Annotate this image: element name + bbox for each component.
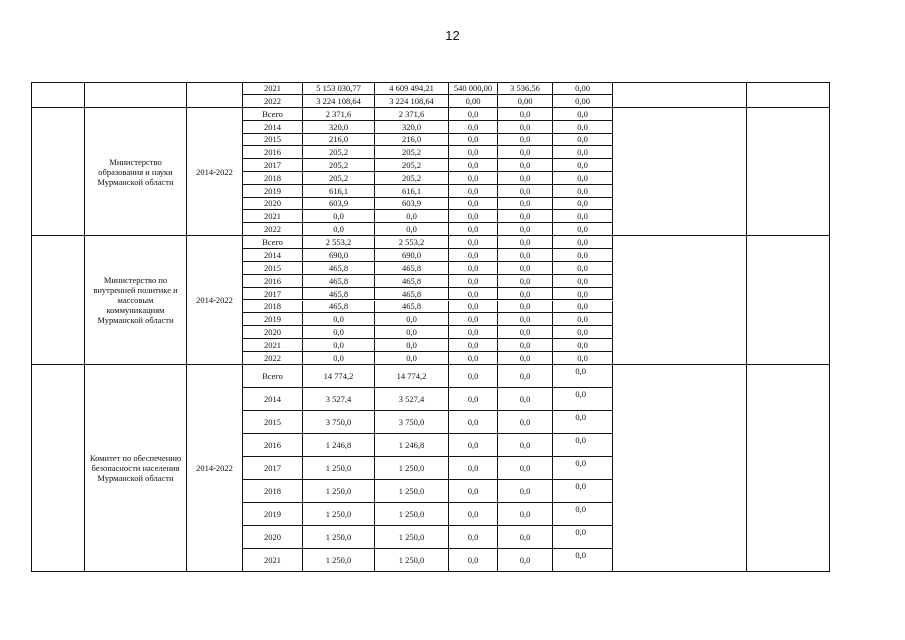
value-cell: 0,0: [498, 159, 553, 172]
value-cell: 0,0: [498, 365, 553, 388]
value-cell: 2 553,2: [375, 236, 449, 249]
value-cell: 0,0: [303, 326, 375, 339]
value-cell: 0,0: [498, 313, 553, 326]
value-cell: 0,0: [449, 134, 498, 147]
value-cell: 603,9: [303, 198, 375, 211]
organization-name: Комитет по обеспечению безопасности населения Мурманской области: [85, 365, 187, 572]
value-cell: 0,0: [553, 159, 613, 172]
value-cell: 0,0: [449, 121, 498, 134]
value-cell: 0,0: [449, 210, 498, 223]
value-cell: 0,0: [553, 249, 613, 262]
value-cell: 216,0: [375, 134, 449, 147]
value-cell: 0,0: [449, 434, 498, 457]
value-cell: 0,0: [303, 352, 375, 365]
year-cell: 2021: [243, 210, 303, 223]
value-cell: 0,0: [449, 223, 498, 236]
value-cell: 0,0: [553, 313, 613, 326]
value-cell: 0,0: [375, 210, 449, 223]
value-cell: 14 774,2: [303, 365, 375, 388]
value-cell: 2 371,6: [375, 108, 449, 121]
value-cell: 0,0: [498, 301, 553, 314]
value-cell: 1 250,0: [375, 503, 449, 526]
year-cell: 2016: [243, 434, 303, 457]
value-cell: 0,00: [498, 95, 553, 108]
value-cell: 465,8: [303, 288, 375, 301]
value-cell: 540 000,00: [449, 82, 498, 95]
value-cell: 0,0: [553, 210, 613, 223]
year-cell: 2021: [243, 549, 303, 572]
organization-name: Министерство образования и науки Мурманской области: [85, 108, 187, 236]
value-cell: 1 250,0: [375, 457, 449, 480]
year-cell: 2022: [243, 352, 303, 365]
value-cell: 1 250,0: [303, 457, 375, 480]
value-cell: 3 536,56: [498, 82, 553, 95]
value-cell: 0,0: [449, 236, 498, 249]
value-cell: 0,0: [553, 146, 613, 159]
value-cell: 0,0: [553, 134, 613, 147]
value-cell: 1 250,0: [375, 549, 449, 572]
value-cell: 0,0: [303, 210, 375, 223]
year-cell: 2017: [243, 457, 303, 480]
value-cell: 0,00: [553, 82, 613, 95]
value-cell: 0,0: [375, 339, 449, 352]
value-cell: 0,0: [553, 434, 613, 457]
value-cell: 0,0: [449, 526, 498, 549]
value-cell: 465,8: [375, 275, 449, 288]
empty-cell: [31, 365, 85, 572]
value-cell: 216,0: [303, 134, 375, 147]
period-cell: 2014-2022: [187, 236, 243, 365]
value-cell: 465,8: [375, 262, 449, 275]
value-cell: 0,0: [498, 352, 553, 365]
period-cell: 2014-2022: [187, 365, 243, 572]
value-cell: 0,0: [449, 159, 498, 172]
empty-cell: [613, 236, 747, 365]
empty-cell: [613, 108, 747, 236]
value-cell: 0,0: [553, 480, 613, 503]
value-cell: 465,8: [303, 301, 375, 314]
value-cell: 1 250,0: [375, 480, 449, 503]
value-cell: 0,0: [498, 121, 553, 134]
value-cell: 0,0: [553, 108, 613, 121]
value-cell: 3 750,0: [375, 411, 449, 434]
empty-cell: [31, 108, 85, 236]
value-cell: 2 553,2: [303, 236, 375, 249]
value-cell: 205,2: [303, 146, 375, 159]
value-cell: 0,0: [449, 388, 498, 411]
value-cell: 603,9: [375, 198, 449, 211]
value-cell: 2 371,6: [303, 108, 375, 121]
value-cell: 0,0: [498, 275, 553, 288]
empty-cell: [613, 82, 747, 108]
org-cell: [85, 82, 187, 108]
value-cell: 0,0: [553, 411, 613, 434]
year-cell: 2017: [243, 288, 303, 301]
year-cell: 2019: [243, 503, 303, 526]
value-cell: 0,0: [553, 526, 613, 549]
value-cell: 0,0: [498, 134, 553, 147]
value-cell: 465,8: [375, 288, 449, 301]
period-cell: [187, 82, 243, 108]
value-cell: 0,0: [553, 301, 613, 314]
value-cell: 0,0: [553, 198, 613, 211]
value-cell: 0,0: [498, 457, 553, 480]
value-cell: 4 609 494,21: [375, 82, 449, 95]
value-cell: 0,0: [449, 313, 498, 326]
value-cell: 0,0: [449, 339, 498, 352]
value-cell: 0,0: [375, 352, 449, 365]
value-cell: 3 224 108,64: [303, 95, 375, 108]
value-cell: 14 774,2: [375, 365, 449, 388]
year-cell: Всего: [243, 236, 303, 249]
value-cell: 0,0: [553, 223, 613, 236]
value-cell: 465,8: [375, 301, 449, 314]
value-cell: 0,0: [498, 388, 553, 411]
value-cell: 616,1: [375, 185, 449, 198]
value-cell: 3 750,0: [303, 411, 375, 434]
year-cell: 2014: [243, 121, 303, 134]
year-cell: 2018: [243, 172, 303, 185]
year-cell: 2019: [243, 313, 303, 326]
value-cell: 0,0: [498, 236, 553, 249]
value-cell: 0,0: [553, 262, 613, 275]
value-cell: 0,0: [498, 503, 553, 526]
value-cell: 0,0: [498, 198, 553, 211]
value-cell: 1 250,0: [303, 503, 375, 526]
value-cell: 0,0: [553, 352, 613, 365]
value-cell: 465,8: [303, 262, 375, 275]
value-cell: 0,0: [498, 146, 553, 159]
year-cell: 2018: [243, 480, 303, 503]
value-cell: 1 246,8: [303, 434, 375, 457]
value-cell: 205,2: [303, 159, 375, 172]
value-cell: 0,0: [449, 301, 498, 314]
value-cell: 0,0: [449, 262, 498, 275]
value-cell: 0,0: [498, 339, 553, 352]
value-cell: 1 250,0: [303, 480, 375, 503]
value-cell: 1 250,0: [303, 549, 375, 572]
year-cell: 2016: [243, 275, 303, 288]
value-cell: 0,0: [553, 275, 613, 288]
empty-cell: [747, 108, 830, 236]
value-cell: 0,0: [498, 185, 553, 198]
value-cell: 0,0: [449, 108, 498, 121]
value-cell: 616,1: [303, 185, 375, 198]
value-cell: 205,2: [303, 172, 375, 185]
year-cell: 2015: [243, 411, 303, 434]
value-cell: 0,0: [449, 326, 498, 339]
value-cell: 465,8: [303, 275, 375, 288]
value-cell: 205,2: [375, 159, 449, 172]
value-cell: 0,0: [498, 434, 553, 457]
value-cell: 205,2: [375, 146, 449, 159]
value-cell: 320,0: [375, 121, 449, 134]
value-cell: 0,0: [449, 352, 498, 365]
year-cell: 2021: [243, 339, 303, 352]
value-cell: 0,0: [498, 223, 553, 236]
year-cell: 2016: [243, 146, 303, 159]
value-cell: 320,0: [303, 121, 375, 134]
value-cell: 205,2: [375, 172, 449, 185]
value-cell: 0,0: [498, 262, 553, 275]
value-cell: 1 250,0: [375, 526, 449, 549]
value-cell: 0,0: [553, 185, 613, 198]
value-cell: 0,0: [449, 365, 498, 388]
value-cell: 0,0: [449, 146, 498, 159]
value-cell: 0,0: [498, 480, 553, 503]
empty-cell: [31, 236, 85, 365]
value-cell: 690,0: [303, 249, 375, 262]
value-cell: 0,0: [553, 457, 613, 480]
period-cell: 2014-2022: [187, 108, 243, 236]
value-cell: 0,0: [498, 108, 553, 121]
organization-name: Министерство по внутренней политике и массовым коммуникациям Мурманской области: [85, 236, 187, 365]
value-cell: 3 224 108,64: [375, 95, 449, 108]
value-cell: 0,0: [498, 411, 553, 434]
year-cell: 2020: [243, 198, 303, 211]
year-cell: 2019: [243, 185, 303, 198]
value-cell: 0,0: [449, 275, 498, 288]
value-cell: 0,0: [375, 326, 449, 339]
value-cell: 0,0: [303, 339, 375, 352]
value-cell: 5 153 030,77: [303, 82, 375, 95]
value-cell: 0,00: [553, 95, 613, 108]
value-cell: 0,0: [449, 185, 498, 198]
value-cell: 1 246,8: [375, 434, 449, 457]
value-cell: 0,0: [449, 411, 498, 434]
year-cell: Всего: [243, 365, 303, 388]
value-cell: 0,0: [449, 288, 498, 301]
value-cell: 3 527,4: [303, 388, 375, 411]
value-cell: 0,0: [553, 288, 613, 301]
value-cell: 0,0: [498, 288, 553, 301]
value-cell: 0,0: [498, 326, 553, 339]
value-cell: 690,0: [375, 249, 449, 262]
value-cell: 0,0: [449, 549, 498, 572]
value-cell: 0,00: [449, 95, 498, 108]
value-cell: 3 527,4: [375, 388, 449, 411]
value-cell: 0,0: [498, 549, 553, 572]
value-cell: 0,0: [553, 326, 613, 339]
year-cell: 2014: [243, 388, 303, 411]
year-cell: 2020: [243, 326, 303, 339]
year-cell: 2021: [243, 82, 303, 95]
empty-cell: [31, 82, 85, 108]
year-cell: 2017: [243, 159, 303, 172]
value-cell: 0,0: [449, 503, 498, 526]
year-cell: 2022: [243, 223, 303, 236]
value-cell: 0,0: [498, 210, 553, 223]
empty-cell: [747, 82, 830, 108]
year-cell: 2022: [243, 95, 303, 108]
value-cell: 0,0: [449, 480, 498, 503]
value-cell: 0,0: [553, 121, 613, 134]
value-cell: 0,0: [498, 526, 553, 549]
page-number: 12: [445, 28, 460, 43]
value-cell: 0,0: [553, 236, 613, 249]
empty-cell: [747, 236, 830, 365]
value-cell: 0,0: [375, 223, 449, 236]
year-cell: 2015: [243, 262, 303, 275]
year-cell: 2018: [243, 301, 303, 314]
value-cell: 0,0: [449, 172, 498, 185]
year-cell: 2015: [243, 134, 303, 147]
value-cell: 0,0: [553, 503, 613, 526]
value-cell: 0,0: [449, 249, 498, 262]
value-cell: 0,0: [375, 313, 449, 326]
empty-cell: [613, 365, 747, 572]
value-cell: 0,0: [553, 549, 613, 572]
value-cell: 0,0: [553, 365, 613, 388]
value-cell: 0,0: [449, 198, 498, 211]
value-cell: 1 250,0: [303, 526, 375, 549]
value-cell: 0,0: [553, 172, 613, 185]
value-cell: 0,0: [303, 223, 375, 236]
value-cell: 0,0: [449, 457, 498, 480]
year-cell: 2014: [243, 249, 303, 262]
year-cell: Всего: [243, 108, 303, 121]
value-cell: 0,0: [498, 172, 553, 185]
value-cell: 0,0: [303, 313, 375, 326]
value-cell: 0,0: [553, 388, 613, 411]
value-cell: 0,0: [498, 249, 553, 262]
empty-cell: [747, 365, 830, 572]
value-cell: 0,0: [553, 339, 613, 352]
budget-table: [31, 82, 830, 572]
year-cell: 2020: [243, 526, 303, 549]
